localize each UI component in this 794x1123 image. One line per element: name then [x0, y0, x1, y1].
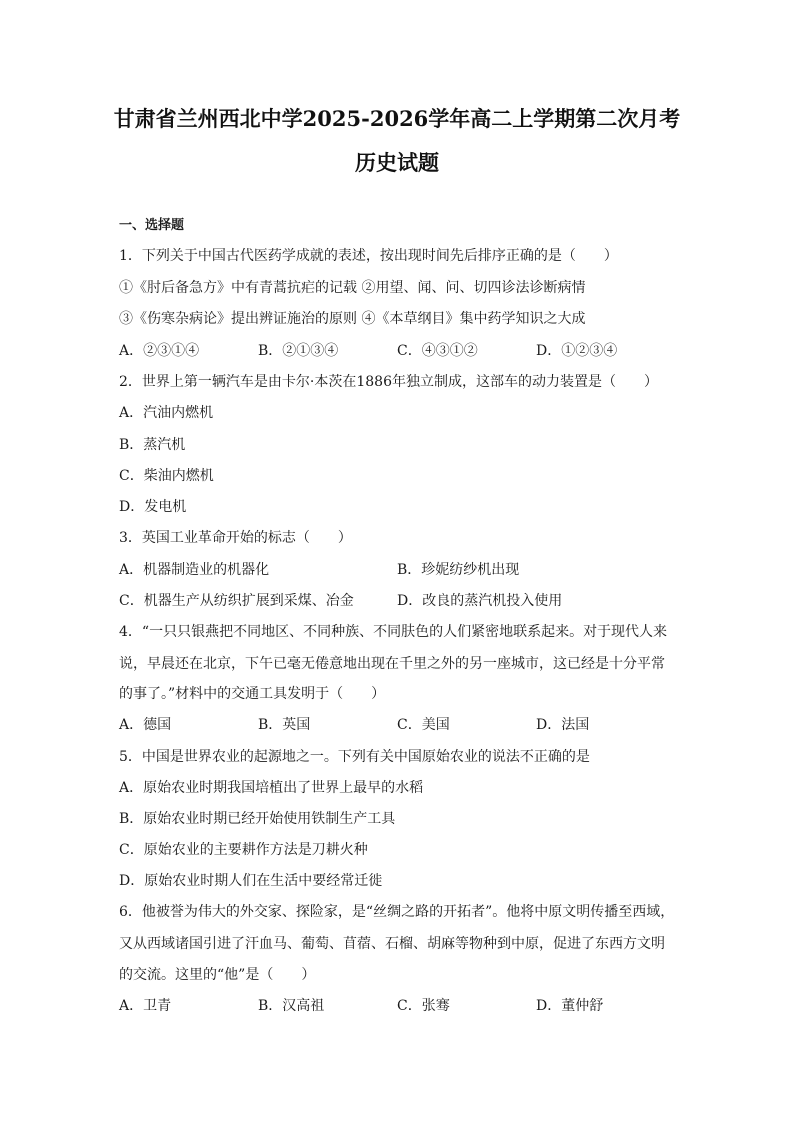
q6-stem-line-3: 的交流。这里的“他”是（ ）: [119, 967, 316, 983]
q6-stem-line-2: 又从西域诸国引进了汗血马、葡萄、苜蓿、石榴、胡麻等物种到中原，促进了东西方文明: [119, 936, 665, 952]
q6-option-c: C．张骞: [397, 998, 450, 1014]
q1-option-d: D．①②③④: [536, 343, 618, 359]
q2-option-b: B．蒸汽机: [119, 437, 186, 453]
q3-option-b: B．珍妮纺纱机出现: [397, 562, 520, 578]
q3-option-d: D．改良的蒸汽机投入使用: [397, 593, 563, 609]
q2-stem: 2．世界上第一辆汽车是由卡尔·本茨在1886年独立制成，这部车的动力装置是（ ）: [119, 374, 658, 390]
q1-option-b: B．②①③④: [258, 343, 339, 359]
q2-option-d: D．发电机: [119, 499, 187, 515]
q5-option-c: C．原始农业的主要耕作方法是刀耕火种: [119, 842, 368, 858]
q3-stem: 3．英国工业革命开始的标志（ ）: [119, 530, 352, 546]
q4-stem-line-3: 的事了。”材料中的交通工具发明于（ ）: [119, 686, 386, 702]
q4-stem-line-1: 4．“一只只银燕把不同地区、不同种族、不同肤色的人们紧密地联系起来。对于现代人来: [119, 624, 668, 640]
q5-stem: 5．中国是世界农业的起源地之一。下列有关中国原始农业的说法不正确的是: [119, 749, 590, 765]
q5-option-d: D．原始农业时期人们在生活中要经常迁徙: [119, 873, 383, 889]
q3-option-c: C．机器生产从纺织扩展到采煤、冶金: [119, 593, 354, 609]
q1-option-a: A．②③①④: [119, 343, 200, 359]
q2-option-c: C．柴油内燃机: [119, 468, 214, 484]
q3-option-a: A．机器制造业的机器化: [119, 562, 270, 578]
exam-title: 甘肃省兰州西北中学2025-2026学年高二上学期第二次月考: [113, 106, 681, 131]
q2-option-a: A．汽油内燃机: [119, 405, 214, 421]
exam-subtitle: 历史试题: [355, 150, 439, 175]
q4-option-c: C．美国: [397, 717, 450, 733]
q1-info-1: ①《肘后备急方》中有青蒿抗疟的记载 ②用望、闻、问、切四诊法诊断病情: [119, 280, 586, 296]
q6-option-d: D．董仲舒: [536, 998, 604, 1014]
q5-option-b: B．原始农业时期已经开始使用铁制生产工具: [119, 811, 396, 827]
q6-option-a: A．卫青: [119, 998, 172, 1014]
q4-stem-line-2: 说，早晨还在北京，下午已毫无倦意地出现在千里之外的另一座城市，这已经是十分平常: [119, 656, 665, 672]
section-heading: 一、选择题: [119, 218, 185, 233]
q4-option-a: A．德国: [119, 717, 172, 733]
q5-option-a: A．原始农业时期我国培植出了世界上最早的水稻: [119, 780, 424, 796]
q1-info-2: ③《伤寒杂病论》提出辨证施治的原则 ④《本草纲目》集中药学知识之大成: [119, 311, 586, 327]
q6-stem-line-1: 6．他被誉为伟大的外交家、探险家，是“丝绸之路的开拓者”。他将中原文明传播至西域，: [119, 904, 675, 920]
q6-option-b: B．汉高祖: [258, 998, 325, 1014]
q1-stem: 1．下列关于中国古代医药学成就的表述，按出现时间先后排序正确的是（ ）: [119, 248, 618, 264]
q4-option-d: D．法国: [536, 717, 590, 733]
q1-option-c: C．④③①②: [397, 343, 478, 359]
q4-option-b: B．英国: [258, 717, 311, 733]
